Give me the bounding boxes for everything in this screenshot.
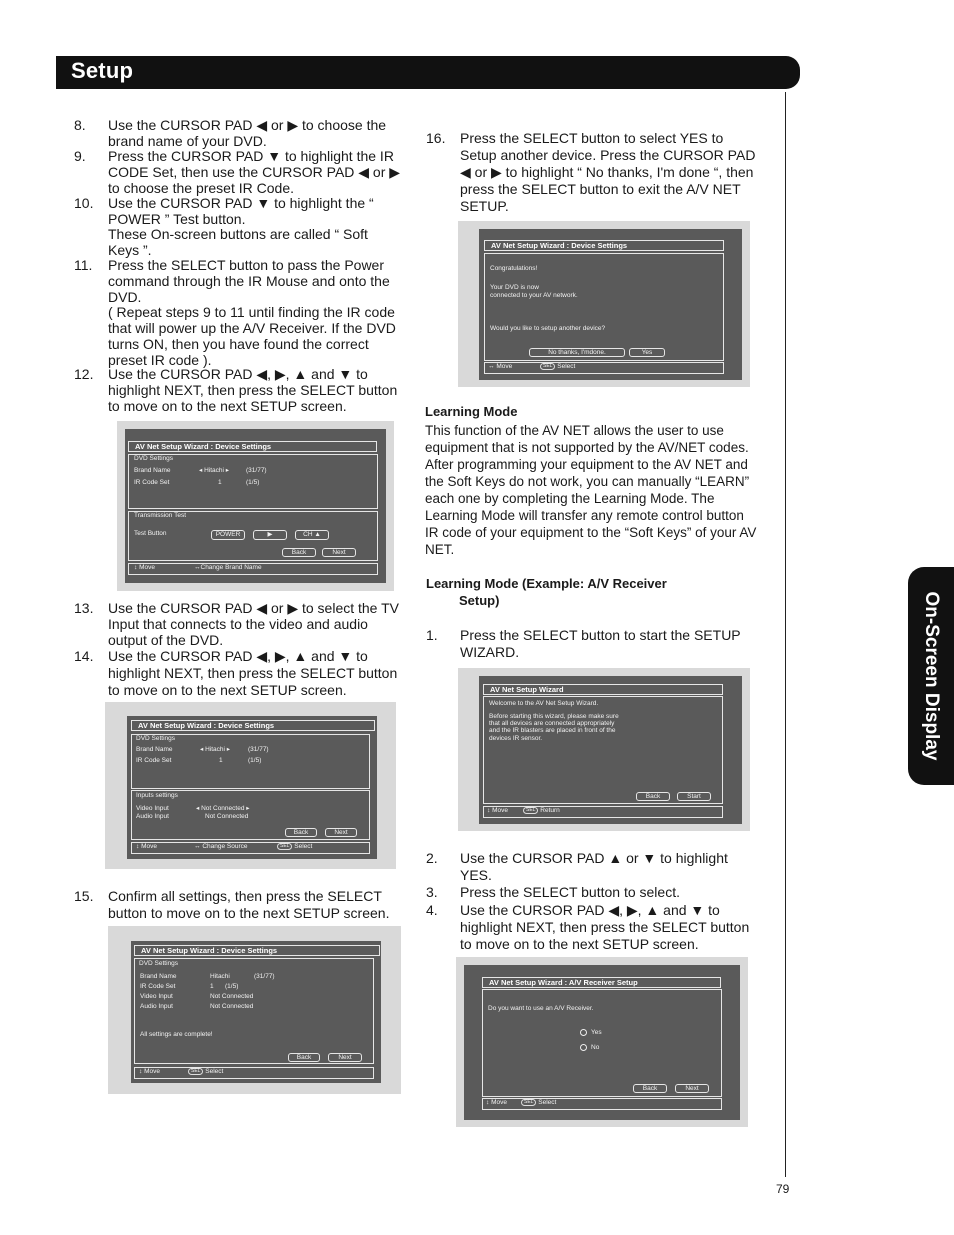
footer-select-label: Select	[294, 843, 313, 851]
step-number: 12.	[74, 366, 94, 382]
step-number: 1.	[426, 627, 438, 643]
brand-count: (31/77)	[246, 467, 267, 474]
step-number: 10.	[74, 195, 94, 211]
footer-select	[540, 363, 575, 371]
welcome-text: Welcome to the AV Net Setup Wizard.	[489, 700, 599, 707]
video-value[interactable]: ◂ Not Connected ▸	[196, 805, 250, 812]
window-title: AV Net Setup Wizard : Device Settings	[134, 945, 380, 956]
step-text: Use the CURSOR PAD ◀ or ▶ to choose the brand name of your DVD.	[108, 117, 387, 149]
learning-mode-body: This function of the AV NET allows the user to use equipment that is not supported by the AV/NET codes. After programming your equipment to the AV NET and the Soft Keys do not work, you can manually “LEARN” each one by completing the Learning Mode. The Learning Mode will transfer any remote control button IR code of your equipment to the “Soft Keys” of your AV NET.	[425, 423, 757, 557]
page-number: 79	[776, 1182, 790, 1196]
footer-move	[134, 564, 155, 572]
footer-return-label: Return	[540, 807, 560, 815]
step-10-note: These On-screen buttons are called “ Soft Keys ”.	[108, 226, 368, 258]
step-number: 13.	[74, 600, 94, 616]
footer-action-label: Change Brand Name	[200, 564, 262, 571]
test-label: Test Button	[134, 530, 167, 537]
brand-name: Hitachi	[205, 746, 225, 753]
radio-icon	[580, 1044, 587, 1051]
window-title: AV Net Setup Wizard : Device Settings	[128, 441, 377, 452]
screen-device-settings-3	[108, 926, 401, 1094]
step-text: Confirm all settings, then press the SELECT button to move on to the next SETUP screen.	[108, 888, 390, 921]
footer-select	[277, 843, 312, 851]
brand-label: Brand Name	[140, 973, 177, 980]
message-line: devices IR sensor.	[489, 735, 543, 742]
step-text: Press the SELECT button to pass the Power command through the IR Mouse and onto the DVD.	[108, 257, 390, 305]
footer-action-label: Change Source	[202, 843, 248, 850]
power-button[interactable]: POWER	[211, 530, 245, 540]
step-text: Use the CURSOR PAD ◀, ▶, ▲ and ▼ to highlight NEXT, then press the SELECT button to move on to the next SETUP screen.	[108, 366, 398, 414]
step-number: 3.	[426, 884, 438, 900]
ircode-value: 1	[210, 983, 214, 990]
step-number: 9.	[74, 148, 86, 164]
section-label: Inputs settings	[136, 792, 178, 799]
footer-bar	[134, 1067, 374, 1079]
step-text: Press the SELECT button to select YES to Setup another device. Press the CURSOR PAD ◀ or ▶ to highlight “ No thanks, I'm done “, then press the SELECT button to exit the A/V NET SETUP.	[460, 130, 756, 214]
audio-value: Not Connected	[210, 1003, 254, 1010]
ircode-count: (1/5)	[248, 757, 262, 764]
footer-return	[523, 807, 560, 815]
brand-label: Brand Name	[134, 467, 171, 474]
video-label: Video Input	[140, 993, 173, 1000]
step-text: Use the CURSOR PAD ▲ or ▼ to highlight YES.	[460, 850, 728, 883]
side-tab-label: On-Screen Display	[921, 591, 942, 761]
option-no-label: No	[591, 1044, 600, 1052]
radio-icon	[580, 1029, 587, 1036]
step-number: 11.	[74, 257, 93, 273]
footer-action	[194, 843, 247, 851]
footer-bar	[483, 806, 723, 818]
step-number: 8.	[74, 117, 86, 133]
no-thanks-button[interactable]: No thanks, I'mdone.	[529, 348, 625, 357]
step-number: 14.	[74, 648, 94, 664]
footer-action	[194, 564, 262, 572]
footer-move	[488, 363, 512, 371]
audio-label: Audio Input	[136, 813, 169, 820]
footer-select-label: Select	[538, 1099, 557, 1107]
up-down-icon: ↕	[486, 1099, 490, 1106]
screen-av-receiver-setup	[456, 957, 748, 1127]
sel-icon: SEL	[540, 363, 555, 370]
option-yes-label: Yes	[591, 1029, 602, 1037]
brand-label: Brand Name	[136, 746, 173, 753]
brand-value: Hitachi	[210, 973, 230, 980]
brand-value[interactable]: ◂ Hitachi ▸	[199, 467, 230, 474]
footer-move-label: Move	[496, 363, 513, 370]
footer-move	[487, 807, 508, 815]
question-text: Would you like to setup another device?	[490, 325, 606, 332]
step-number: 4.	[426, 902, 438, 918]
audio-value[interactable]: Not Connected	[205, 813, 249, 820]
back-button[interactable]: Back	[282, 548, 316, 557]
congrats-text: Congratulations!	[490, 265, 538, 272]
brand-value[interactable]: ◂ Hitachi ▸	[200, 746, 231, 753]
screen-device-settings-1	[117, 421, 394, 591]
next-button[interactable]: Next	[675, 1084, 709, 1093]
message-line: and the IR blasters are placed in front of the	[489, 727, 616, 734]
option-no[interactable]	[580, 1044, 599, 1052]
screen-congratulations	[458, 221, 750, 387]
left-right-icon: ↔	[194, 564, 201, 571]
column-divider	[785, 92, 786, 1177]
ircode-value[interactable]: 1	[218, 479, 222, 486]
option-yes[interactable]	[580, 1029, 602, 1037]
back-button[interactable]: Back	[636, 792, 670, 801]
up-down-icon: ↕	[487, 807, 491, 814]
window-title: AV Net Setup Wizard : Device Settings	[131, 720, 375, 731]
step-number: 15.	[74, 888, 94, 904]
screen-device-settings-2	[105, 702, 396, 869]
footer-select	[188, 1068, 223, 1076]
step-text: Use the CURSOR PAD ◀, ▶, ▲ and ▼ to highlight NEXT, then press the SELECT button to move on to the next SETUP screen.	[108, 648, 398, 698]
up-down-icon: ↕	[136, 843, 140, 850]
video-label: Video Input	[136, 805, 169, 812]
left-right-icon: ↔	[488, 363, 495, 370]
audio-label: Audio Input	[140, 1003, 173, 1010]
next-button[interactable]: Next	[328, 1053, 362, 1062]
sel-icon: SEL	[188, 1068, 203, 1075]
section-label: DVD Settings	[134, 455, 174, 462]
ircode-label: IR Code Set	[134, 479, 170, 486]
step-text: Use the CURSOR PAD ▼ to highlight the “ POWER ” Test button.	[108, 195, 374, 227]
footer-move-label: Move	[491, 1099, 507, 1106]
page-title: Setup	[71, 58, 134, 83]
ircode-value[interactable]: 1	[219, 757, 223, 764]
back-button[interactable]: Back	[633, 1084, 667, 1093]
example-heading-cont: Setup)	[459, 593, 500, 608]
screen-welcome	[458, 668, 750, 831]
back-button[interactable]: Back	[288, 1053, 320, 1062]
start-button[interactable]: Start	[677, 792, 711, 801]
section-label: DVD Settings	[136, 735, 176, 742]
yes-button[interactable]: Yes	[629, 348, 665, 357]
footer-bar	[131, 842, 370, 854]
header-bar	[56, 56, 800, 89]
brand-name: Hitachi	[204, 467, 224, 474]
section-label: Transmission Test	[134, 512, 187, 519]
message-line: Your DVD is now	[490, 284, 539, 291]
up-down-icon: ↕	[134, 564, 138, 571]
question-text: Do you want to use an A/V Receiver.	[488, 1005, 594, 1012]
footer-move	[486, 1099, 507, 1107]
sel-icon: SEL	[277, 843, 292, 850]
ircode-label: IR Code Set	[140, 983, 176, 990]
window-title: AV Net Setup Wizard : Device Settings	[484, 240, 724, 251]
step-text: Use the CURSOR PAD ◀ or ▶ to select the TV Input that connects to the video and audio output of the DVD.	[108, 600, 399, 648]
footer-select-label: Select	[557, 363, 576, 371]
brand-count: (31/77)	[248, 746, 269, 753]
back-button[interactable]: Back	[285, 828, 317, 837]
step-text: Press the SELECT button to select.	[460, 884, 680, 900]
learning-mode-heading: Learning Mode	[425, 404, 518, 419]
next-button[interactable]: Next	[322, 548, 356, 557]
footer-select	[521, 1099, 556, 1107]
footer-move-label: Move	[139, 564, 155, 571]
footer-bar	[482, 1098, 722, 1110]
message-line: Before starting this wizard, please make sure	[489, 713, 619, 720]
step-text: Use the CURSOR PAD ◀, ▶, ▲ and ▼ to highlight NEXT, then press the SELECT button to move on to the next SETUP screen.	[460, 902, 750, 952]
step-11-note: ( Repeat steps 9 to 11 until finding the IR code that will power up the A/V Receiver. If the DVD turns ON, then you have found the correct preset IR code ).	[108, 304, 396, 368]
section-label: DVD Settings	[139, 960, 179, 967]
ircode-count: (1/5)	[225, 983, 239, 990]
window-title: AV Net Setup Wizard : A/V Receiver Setup	[482, 977, 721, 988]
footer-move	[136, 843, 157, 851]
footer-move-label: Move	[144, 1068, 160, 1075]
next-button[interactable]: Next	[325, 828, 357, 837]
step-number: 16.	[426, 130, 446, 146]
step-number: 2.	[426, 850, 438, 866]
footer-move-label: Move	[492, 807, 508, 814]
sel-icon: SEL	[521, 1099, 536, 1106]
up-down-icon: ↕	[139, 1068, 143, 1075]
message-line: that all devices are connected appropriately	[489, 720, 615, 727]
step-text: Press the CURSOR PAD ▼ to highlight the IR CODE Set, then use the CURSOR PAD ◀ or ▶ to choose the preset IR Code.	[108, 148, 401, 196]
ircode-label: IR Code Set	[136, 757, 172, 764]
example-heading: Learning Mode (Example: A/V Receiver	[426, 576, 667, 591]
video-input-value: Not Connected	[201, 805, 245, 812]
play-button[interactable]: ▶	[253, 530, 287, 540]
left-right-icon: ↔	[194, 843, 201, 850]
message-line: connected to your AV network.	[490, 292, 578, 299]
channel-up-button[interactable]: CH ▲	[295, 530, 329, 540]
complete-message: All settings are complete!	[140, 1031, 213, 1038]
footer-select-label: Select	[205, 1068, 224, 1076]
video-value: Not Connected	[210, 993, 254, 1000]
footer-move	[139, 1068, 160, 1076]
sel-icon: SEL	[523, 807, 538, 814]
footer-move-label: Move	[141, 843, 157, 850]
step-text: Press the SELECT button to start the SETUP WIZARD.	[460, 627, 741, 660]
ircode-count: (1/5)	[246, 479, 260, 486]
footer-bar	[484, 362, 724, 374]
brand-count: (31/77)	[254, 973, 275, 980]
window-title: AV Net Setup Wizard	[483, 684, 723, 695]
